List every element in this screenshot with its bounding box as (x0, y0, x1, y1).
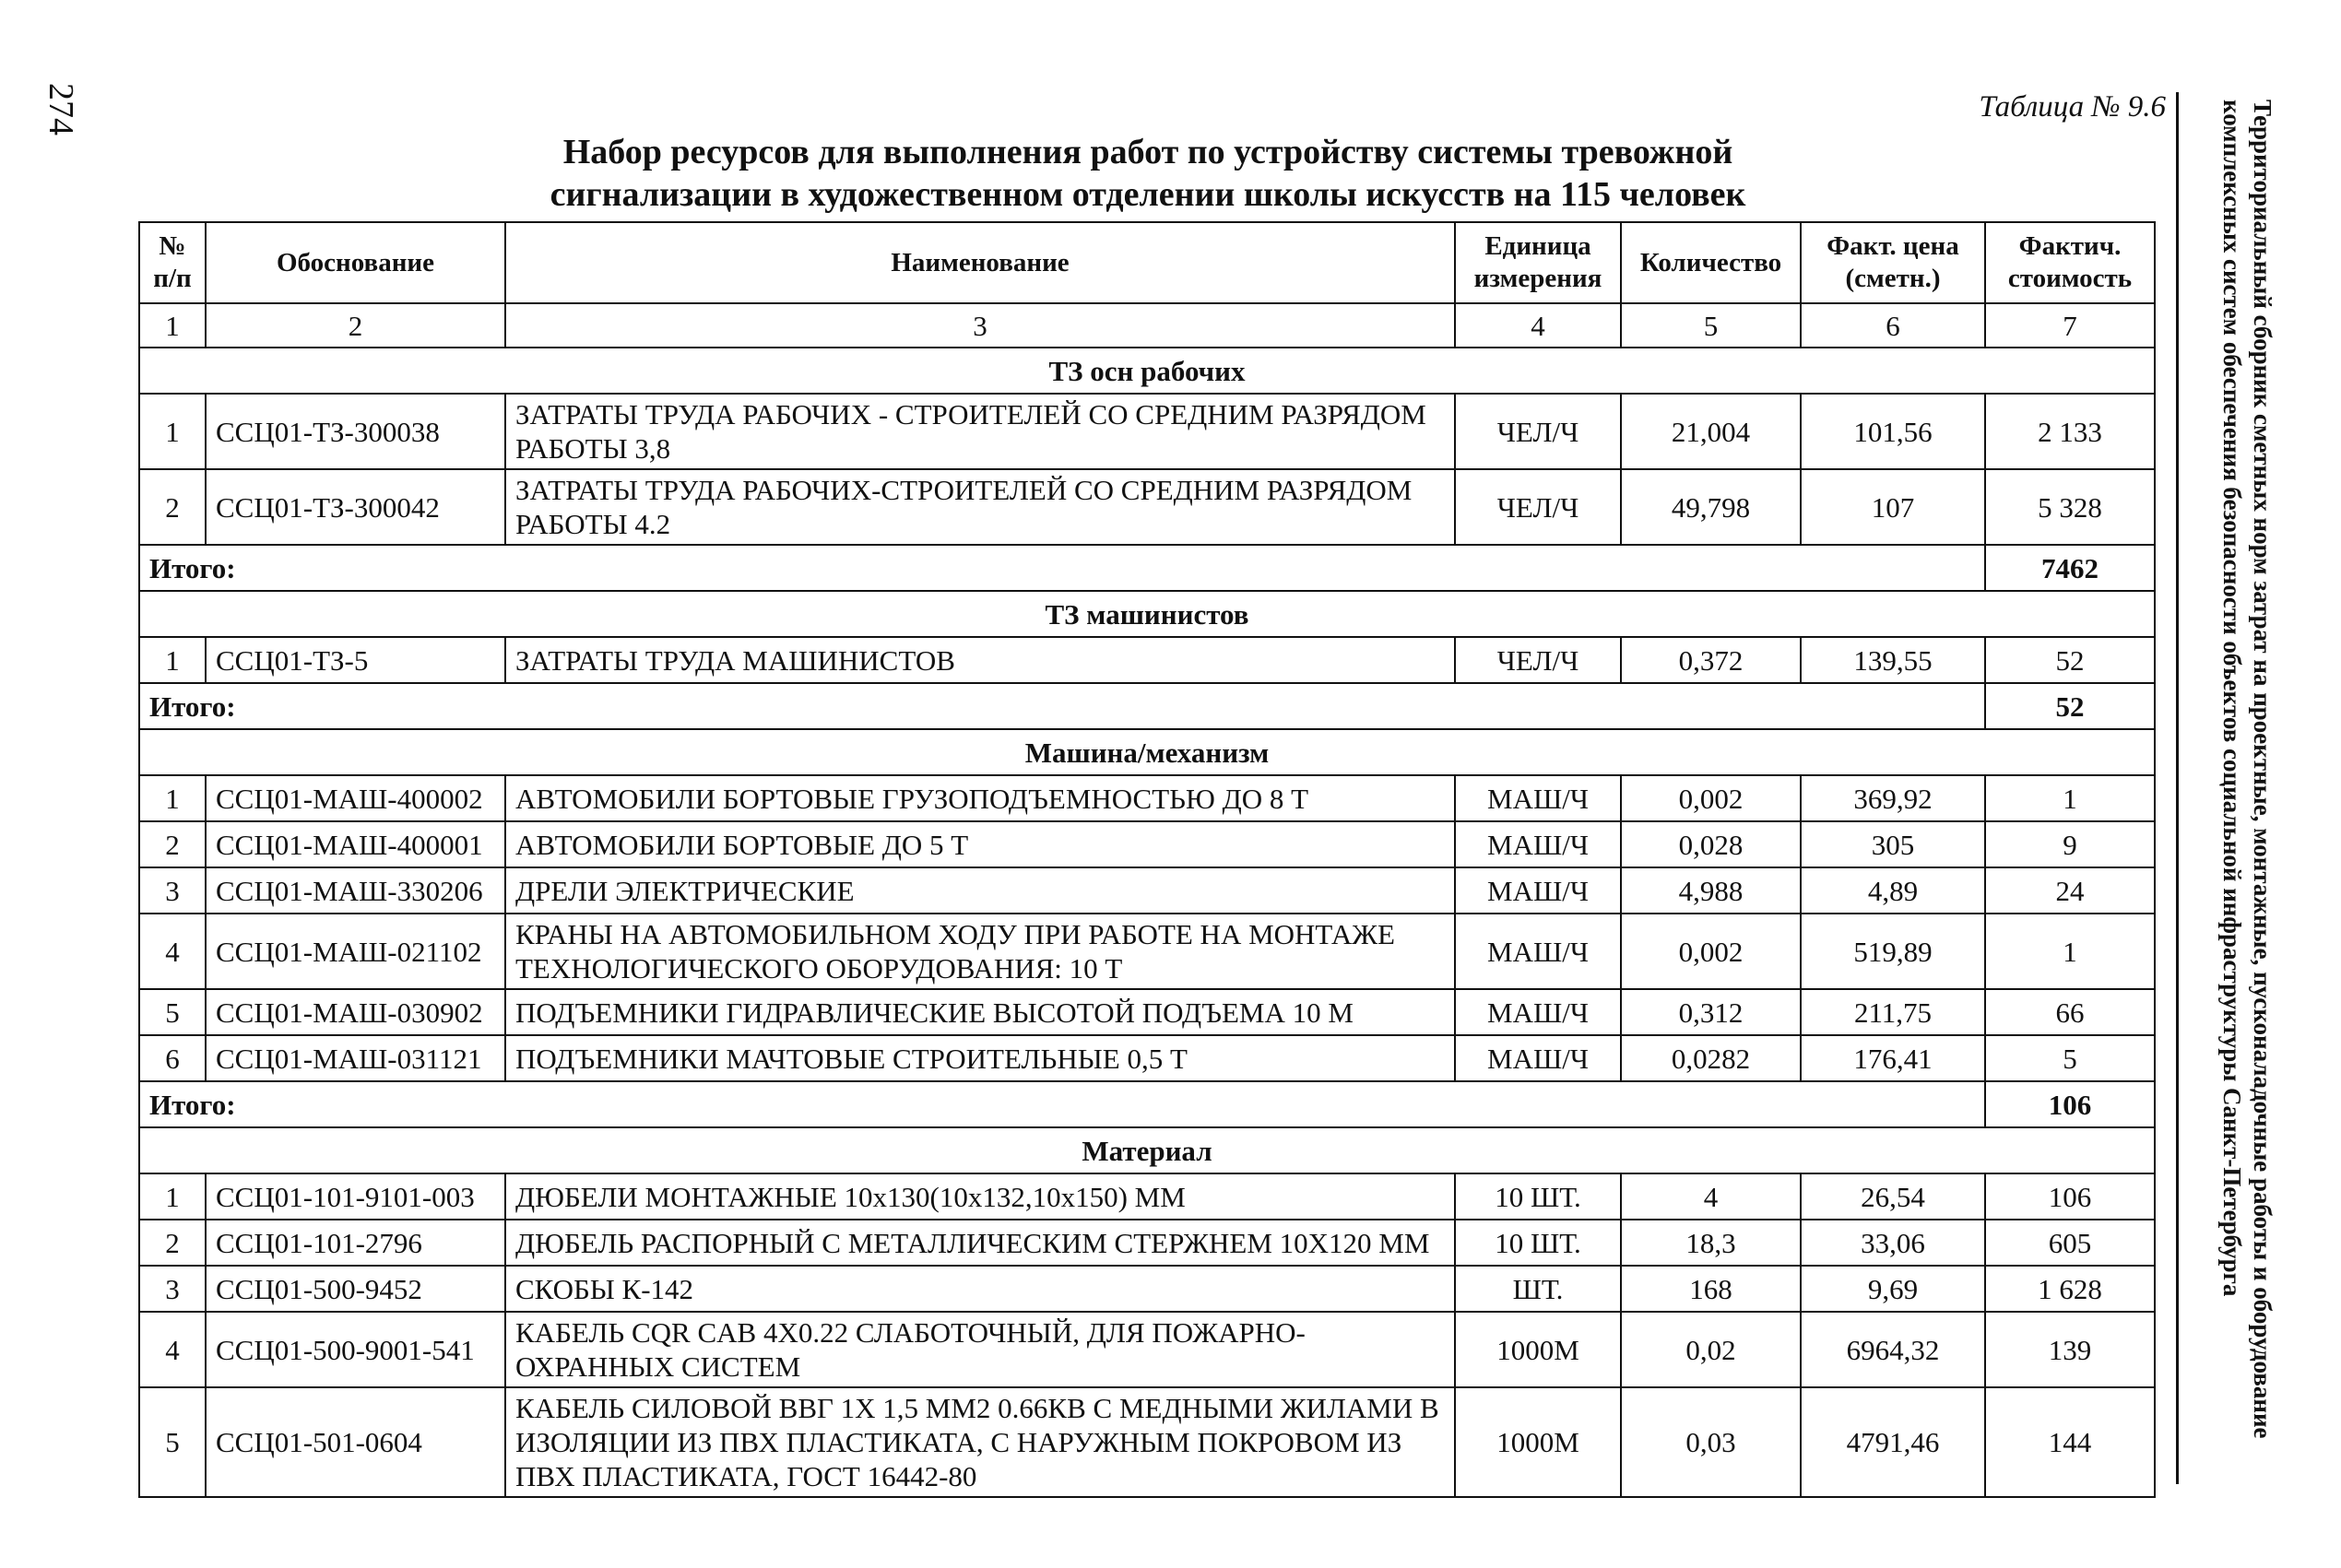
row-basis-code: ССЦ01-МАШ-400002 (206, 775, 505, 821)
row-number: 2 (139, 1220, 206, 1266)
title-line-2: сигнализации в художественном отделении школы искусств на 115 человек (550, 175, 1746, 214)
row-unit: МАШ/Ч (1455, 914, 1621, 989)
row-name: КРАНЫ НА АВТОМОБИЛЬНОМ ХОДУ ПРИ РАБОТЕ НА МОНТАЖЕ ТЕХНОЛОГИЧЕСКОГО ОБОРУДОВАНИЯ: 10 Т (505, 914, 1455, 989)
row-quantity: 0,0282 (1621, 1035, 1801, 1081)
row-cost: 24 (1985, 867, 2155, 914)
row-cost: 66 (1985, 989, 2155, 1035)
row-unit: МАШ/Ч (1455, 1035, 1621, 1081)
row-unit: МАШ/Ч (1455, 867, 1621, 914)
section-header-row (139, 348, 2155, 394)
row-name: ДЮБЕЛЬ РАСПОРНЫЙ С МЕТАЛЛИЧЕСКИМ СТЕРЖНЕМ 10X120 ММ (505, 1220, 1455, 1266)
table-row (139, 1173, 2155, 1220)
row-cost: 1 (1985, 775, 2155, 821)
row-name: ЗАТРАТЫ ТРУДА РАБОЧИХ-СТРОИТЕЛЕЙ СО СРЕДНИМ РАЗРЯДОМ РАБОТЫ 4.2 (505, 469, 1455, 545)
row-basis-code: ССЦ01-МАШ-330206 (206, 867, 505, 914)
side-running-header (2217, 100, 2277, 1439)
section-title: ТЗ машинистов (139, 591, 2155, 637)
row-price: 6964,32 (1801, 1312, 1985, 1387)
row-quantity: 0,02 (1621, 1312, 1801, 1387)
row-name: ДЮБЕЛИ МОНТАЖНЫЕ 10x130(10x132,10x150) ММ (505, 1173, 1455, 1220)
row-basis-code: ССЦ01-ТЗ-300038 (206, 394, 505, 469)
row-unit: ЧЕЛ/Ч (1455, 637, 1621, 683)
row-unit: МАШ/Ч (1455, 775, 1621, 821)
row-price: 211,75 (1801, 989, 1985, 1035)
row-name: АВТОМОБИЛИ БОРТОВЫЕ ДО 5 Т (505, 821, 1455, 867)
row-cost: 605 (1985, 1220, 2155, 1266)
row-basis-code: ССЦ01-101-2796 (206, 1220, 505, 1266)
side-header-line-1: Территориальный сборник сметных норм затрат на проектные, монтажные, пусконаладочные работы и оборудование (2249, 100, 2276, 1439)
row-basis-code: ССЦ01-МАШ-021102 (206, 914, 505, 989)
column-number: 6 (1801, 303, 1985, 348)
row-cost: 52 (1985, 637, 2155, 683)
row-price: 9,69 (1801, 1266, 1985, 1312)
row-price: 4,89 (1801, 867, 1985, 914)
row-name: КАБЕЛЬ СИЛОВОЙ ВВГ 1X 1,5 ММ2 0.66КВ С МЕДНЫМИ ЖИЛАМИ В ИЗОЛЯЦИИ ИЗ ПВХ ПЛАСТИКАТА, С НАРУЖНЫМ ПОКРОВОМ ИЗ ПВХ ПЛАСТИКАТА, ГОСТ 16442-80 (505, 1387, 1455, 1497)
row-number: 1 (139, 394, 206, 469)
row-name: ДРЕЛИ ЭЛЕКТРИЧЕСКИЕ (505, 867, 1455, 914)
row-name: ПОДЪЕМНИКИ МАЧТОВЫЕ СТРОИТЕЛЬНЫЕ 0,5 Т (505, 1035, 1455, 1081)
row-number: 5 (139, 989, 206, 1035)
row-name: КАБЕЛЬ CQR CAB 4X0.22 СЛАБОТОЧНЫЙ, ДЛЯ ПОЖАРНО-ОХРАННЫХ СИСТЕМ (505, 1312, 1455, 1387)
row-cost: 1 (1985, 914, 2155, 989)
table-row (139, 821, 2155, 867)
row-unit: 1000М (1455, 1387, 1621, 1497)
row-basis-code: ССЦ01-МАШ-031121 (206, 1035, 505, 1081)
column-number-row (139, 303, 2155, 348)
row-unit: 1000М (1455, 1312, 1621, 1387)
row-unit: 10 ШТ. (1455, 1173, 1621, 1220)
row-quantity: 168 (1621, 1266, 1801, 1312)
title-line-1: Набор ресурсов для выполнения работ по устройству системы тревожной (562, 133, 1733, 171)
total-label: Итого: (139, 545, 1985, 591)
row-number: 3 (139, 1266, 206, 1312)
row-price: 139,55 (1801, 637, 1985, 683)
header-num: № п/п (139, 222, 206, 303)
row-unit: МАШ/Ч (1455, 989, 1621, 1035)
row-name: АВТОМОБИЛИ БОРТОВЫЕ ГРУЗОПОДЪЕМНОСТЬЮ ДО 8 Т (505, 775, 1455, 821)
column-number: 1 (139, 303, 206, 348)
row-name: ЗАТРАТЫ ТРУДА РАБОЧИХ - СТРОИТЕЛЕЙ СО СРЕДНИМ РАЗРЯДОМ РАБОТЫ 3,8 (505, 394, 1455, 469)
table-label: Таблица № 9.6 (1979, 90, 2166, 124)
row-number: 3 (139, 867, 206, 914)
row-number: 4 (139, 914, 206, 989)
row-price: 101,56 (1801, 394, 1985, 469)
row-quantity: 49,798 (1621, 469, 1801, 545)
row-price: 519,89 (1801, 914, 1985, 989)
section-header-row (139, 729, 2155, 775)
header-price: Факт. цена (сметн.) (1801, 222, 1985, 303)
row-name: СКОБЫ К-142 (505, 1266, 1455, 1312)
table-row (139, 1387, 2155, 1497)
column-number: 3 (505, 303, 1455, 348)
row-number: 6 (139, 1035, 206, 1081)
row-number: 1 (139, 637, 206, 683)
table-row (139, 394, 2155, 469)
row-number: 4 (139, 1312, 206, 1387)
table-row (139, 1035, 2155, 1081)
table-row (139, 469, 2155, 545)
header-qty: Количество (1621, 222, 1801, 303)
row-quantity: 0,312 (1621, 989, 1801, 1035)
row-unit: ШТ. (1455, 1266, 1621, 1312)
total-label: Итого: (139, 1081, 1985, 1127)
row-quantity: 18,3 (1621, 1220, 1801, 1266)
row-basis-code: ССЦ01-ТЗ-300042 (206, 469, 505, 545)
row-number: 1 (139, 775, 206, 821)
row-quantity: 0,002 (1621, 775, 1801, 821)
row-name: ЗАТРАТЫ ТРУДА МАШИНИСТОВ (505, 637, 1455, 683)
row-cost: 1 628 (1985, 1266, 2155, 1312)
total-row (139, 683, 2155, 729)
row-cost: 106 (1985, 1173, 2155, 1220)
side-header-line-2: комплексных систем обеспечения безопасности объектов социальной инфраструктуры Санкт-Петербурга (2218, 100, 2246, 1297)
row-basis-code: ССЦ01-101-9101-003 (206, 1173, 505, 1220)
section-header-row (139, 1127, 2155, 1173)
row-price: 26,54 (1801, 1173, 1985, 1220)
row-quantity: 0,372 (1621, 637, 1801, 683)
row-quantity: 0,028 (1621, 821, 1801, 867)
section-title: ТЗ осн рабочих (139, 348, 2155, 394)
section-header-row (139, 591, 2155, 637)
total-row (139, 545, 2155, 591)
row-basis-code: ССЦ01-500-9452 (206, 1266, 505, 1312)
total-row (139, 1081, 2155, 1127)
table-row (139, 775, 2155, 821)
row-cost: 2 133 (1985, 394, 2155, 469)
row-basis-code: ССЦ01-ТЗ-5 (206, 637, 505, 683)
column-number: 5 (1621, 303, 1801, 348)
row-basis-code: ССЦ01-501-0604 (206, 1387, 505, 1497)
total-value: 52 (1985, 683, 2155, 729)
row-quantity: 0,03 (1621, 1387, 1801, 1497)
table-row (139, 1266, 2155, 1312)
section-title: Материал (139, 1127, 2155, 1173)
row-quantity: 4 (1621, 1173, 1801, 1220)
side-divider (2176, 92, 2179, 1484)
row-name: ПОДЪЕМНИКИ ГИДРАВЛИЧЕСКИЕ ВЫСОТОЙ ПОДЪЕМА 10 М (505, 989, 1455, 1035)
header-unit: Единица измерения (1455, 222, 1621, 303)
header-row (139, 222, 2155, 303)
header-cost: Фактич. стоимость (1985, 222, 2155, 303)
table-row (139, 1312, 2155, 1387)
header-basis: Обоснование (206, 222, 505, 303)
row-unit: МАШ/Ч (1455, 821, 1621, 867)
column-number: 2 (206, 303, 505, 348)
row-price: 107 (1801, 469, 1985, 545)
row-unit: ЧЕЛ/Ч (1455, 394, 1621, 469)
column-number: 4 (1455, 303, 1621, 348)
row-basis-code: ССЦ01-МАШ-030902 (206, 989, 505, 1035)
row-price: 4791,46 (1801, 1387, 1985, 1497)
page-title (138, 131, 2158, 216)
column-number: 7 (1985, 303, 2155, 348)
table-row (139, 989, 2155, 1035)
row-quantity: 0,002 (1621, 914, 1801, 989)
row-basis-code: ССЦ01-500-9001-541 (206, 1312, 505, 1387)
header-name: Наименование (505, 222, 1455, 303)
table-row (139, 1220, 2155, 1266)
total-value: 106 (1985, 1081, 2155, 1127)
resources-table (138, 221, 2156, 1498)
table-row (139, 914, 2155, 989)
row-cost: 139 (1985, 1312, 2155, 1387)
total-value: 7462 (1985, 545, 2155, 591)
row-cost: 5 328 (1985, 469, 2155, 545)
table-body (139, 348, 2155, 1497)
row-number: 1 (139, 1173, 206, 1220)
page-number: 274 (41, 83, 80, 136)
table-row (139, 867, 2155, 914)
row-number: 2 (139, 469, 206, 545)
section-title: Машина/механизм (139, 729, 2155, 775)
row-cost: 144 (1985, 1387, 2155, 1497)
row-quantity: 4,988 (1621, 867, 1801, 914)
row-cost: 5 (1985, 1035, 2155, 1081)
row-cost: 9 (1985, 821, 2155, 867)
row-price: 176,41 (1801, 1035, 1985, 1081)
row-price: 369,92 (1801, 775, 1985, 821)
row-basis-code: ССЦ01-МАШ-400001 (206, 821, 505, 867)
row-quantity: 21,004 (1621, 394, 1801, 469)
table-row (139, 637, 2155, 683)
row-price: 33,06 (1801, 1220, 1985, 1266)
total-label: Итого: (139, 683, 1985, 729)
row-number: 5 (139, 1387, 206, 1497)
row-price: 305 (1801, 821, 1985, 867)
row-number: 2 (139, 821, 206, 867)
row-unit: ЧЕЛ/Ч (1455, 469, 1621, 545)
row-unit: 10 ШТ. (1455, 1220, 1621, 1266)
